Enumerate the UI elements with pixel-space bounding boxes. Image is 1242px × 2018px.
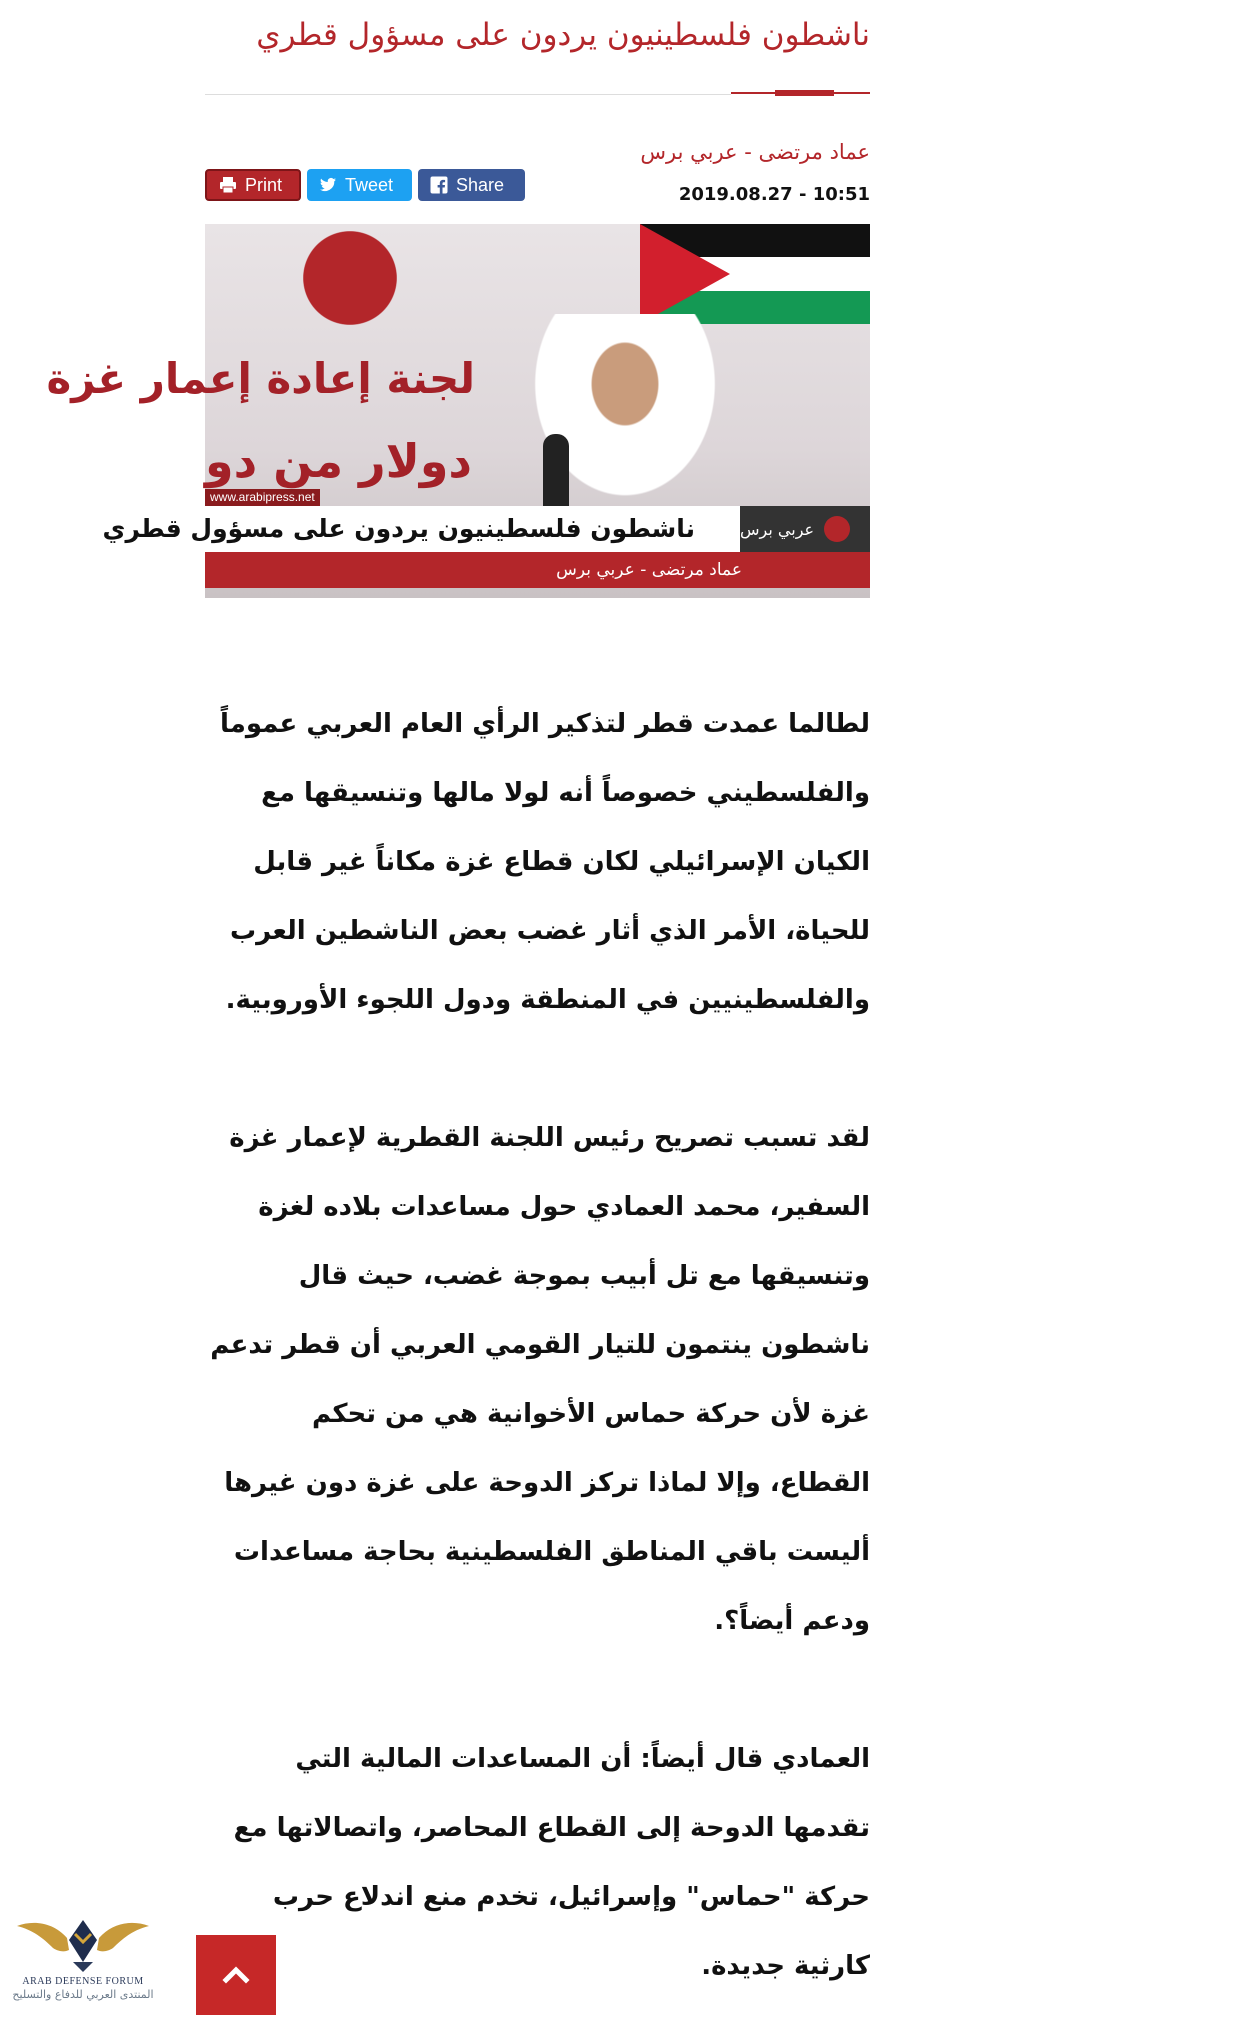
ministry-emblem-icon xyxy=(285,224,415,344)
tweet-button[interactable] xyxy=(307,169,412,201)
image-caption-author: عماد مرتضى - عربي برس xyxy=(556,560,742,580)
winged-shield-icon xyxy=(13,1912,153,1974)
image-watermark: www.arabipress.net xyxy=(205,489,320,506)
article-paragraph: لطالما عمدت قطر لتذكير الرأي العام العربي عموماً والفلسطيني خصوصاً أنه لولا مالها وتنسيقها مع الكيان الإسرائيلي لكان قطاع غزة مكاناً غير قابل للحياة، الأمر الذي أثار غضب بعض الناشطين العرب والفلسطينيين في المنطقة ودول اللجوء الأوروبية. xyxy=(219,709,870,1015)
chevron-up-icon xyxy=(219,1958,253,1992)
palestinian-flag xyxy=(640,224,870,324)
article-datetime: 2019.08.27 - 10:51 xyxy=(678,184,870,205)
forum-logo-arabic: المنتدى العربي للدفاع والتسليح xyxy=(12,1988,154,2001)
image-caption-title: ناشطون فلسطينيون يردون على مسؤول قطري xyxy=(102,514,695,543)
share-bar xyxy=(205,169,525,201)
forum-logo xyxy=(8,1912,158,2016)
banner-text-line2: دولار من دو xyxy=(205,434,473,488)
caption-subbar xyxy=(205,552,870,588)
twitter-icon xyxy=(319,176,337,194)
share-label: Share xyxy=(456,174,505,195)
article-hero-image xyxy=(46,224,870,598)
image-brand-mark xyxy=(740,506,870,552)
print-label: Print xyxy=(245,174,283,195)
facebook-share-button[interactable] xyxy=(418,169,525,201)
scroll-to-top-button[interactable] xyxy=(196,1935,276,2015)
article-paragraph: العمادي قال أيضاً: أن المساعدات المالية التي تقدمها الدوحة إلى القطاع المحاصر، واتصالاتها مع حركة "حماس" وإسرائيل، تخدم منع اندلاع حرب كارثية جديدة. xyxy=(233,1744,870,1981)
article-body xyxy=(205,690,870,2001)
article-author[interactable]: عماد مرتضى - عربي برس xyxy=(640,140,870,164)
banner-text-line1: لجنة إعادة إعمار غزة xyxy=(46,354,475,403)
title-divider-accent xyxy=(731,90,870,96)
facebook-icon xyxy=(430,176,448,194)
print-button[interactable] xyxy=(205,169,301,201)
tweet-label: Tweet xyxy=(345,174,394,195)
image-brand-label: عربي برس xyxy=(740,519,815,539)
article-paragraph: لقد تسبب تصريح رئيس اللجنة القطرية لإعمار غزة السفير، محمد العمادي حول مساعدات بلاده لغزة وتنسيقها مع تل أبيب بموجة غضب، حيث قال ناشطون ينتمون للتيار القومي العربي أن قطر تدعم غزة لأن حركة حماس الأخوانية هي من تحكم القطاع، وإلا لماذا تركز الدوحة على غزة دون غيرها أليست باقي المناطق الفلسطينية بحاجة مساعدات ودعم أيضاً؟. xyxy=(210,1123,870,1636)
printer-icon xyxy=(219,176,237,194)
forum-logo-english: ARAB DEFENSE FORUM xyxy=(22,1976,144,1987)
article-title: ناشطون فلسطينيون يردون على مسؤول قطري xyxy=(256,17,870,53)
brand-logo-icon xyxy=(824,516,850,542)
